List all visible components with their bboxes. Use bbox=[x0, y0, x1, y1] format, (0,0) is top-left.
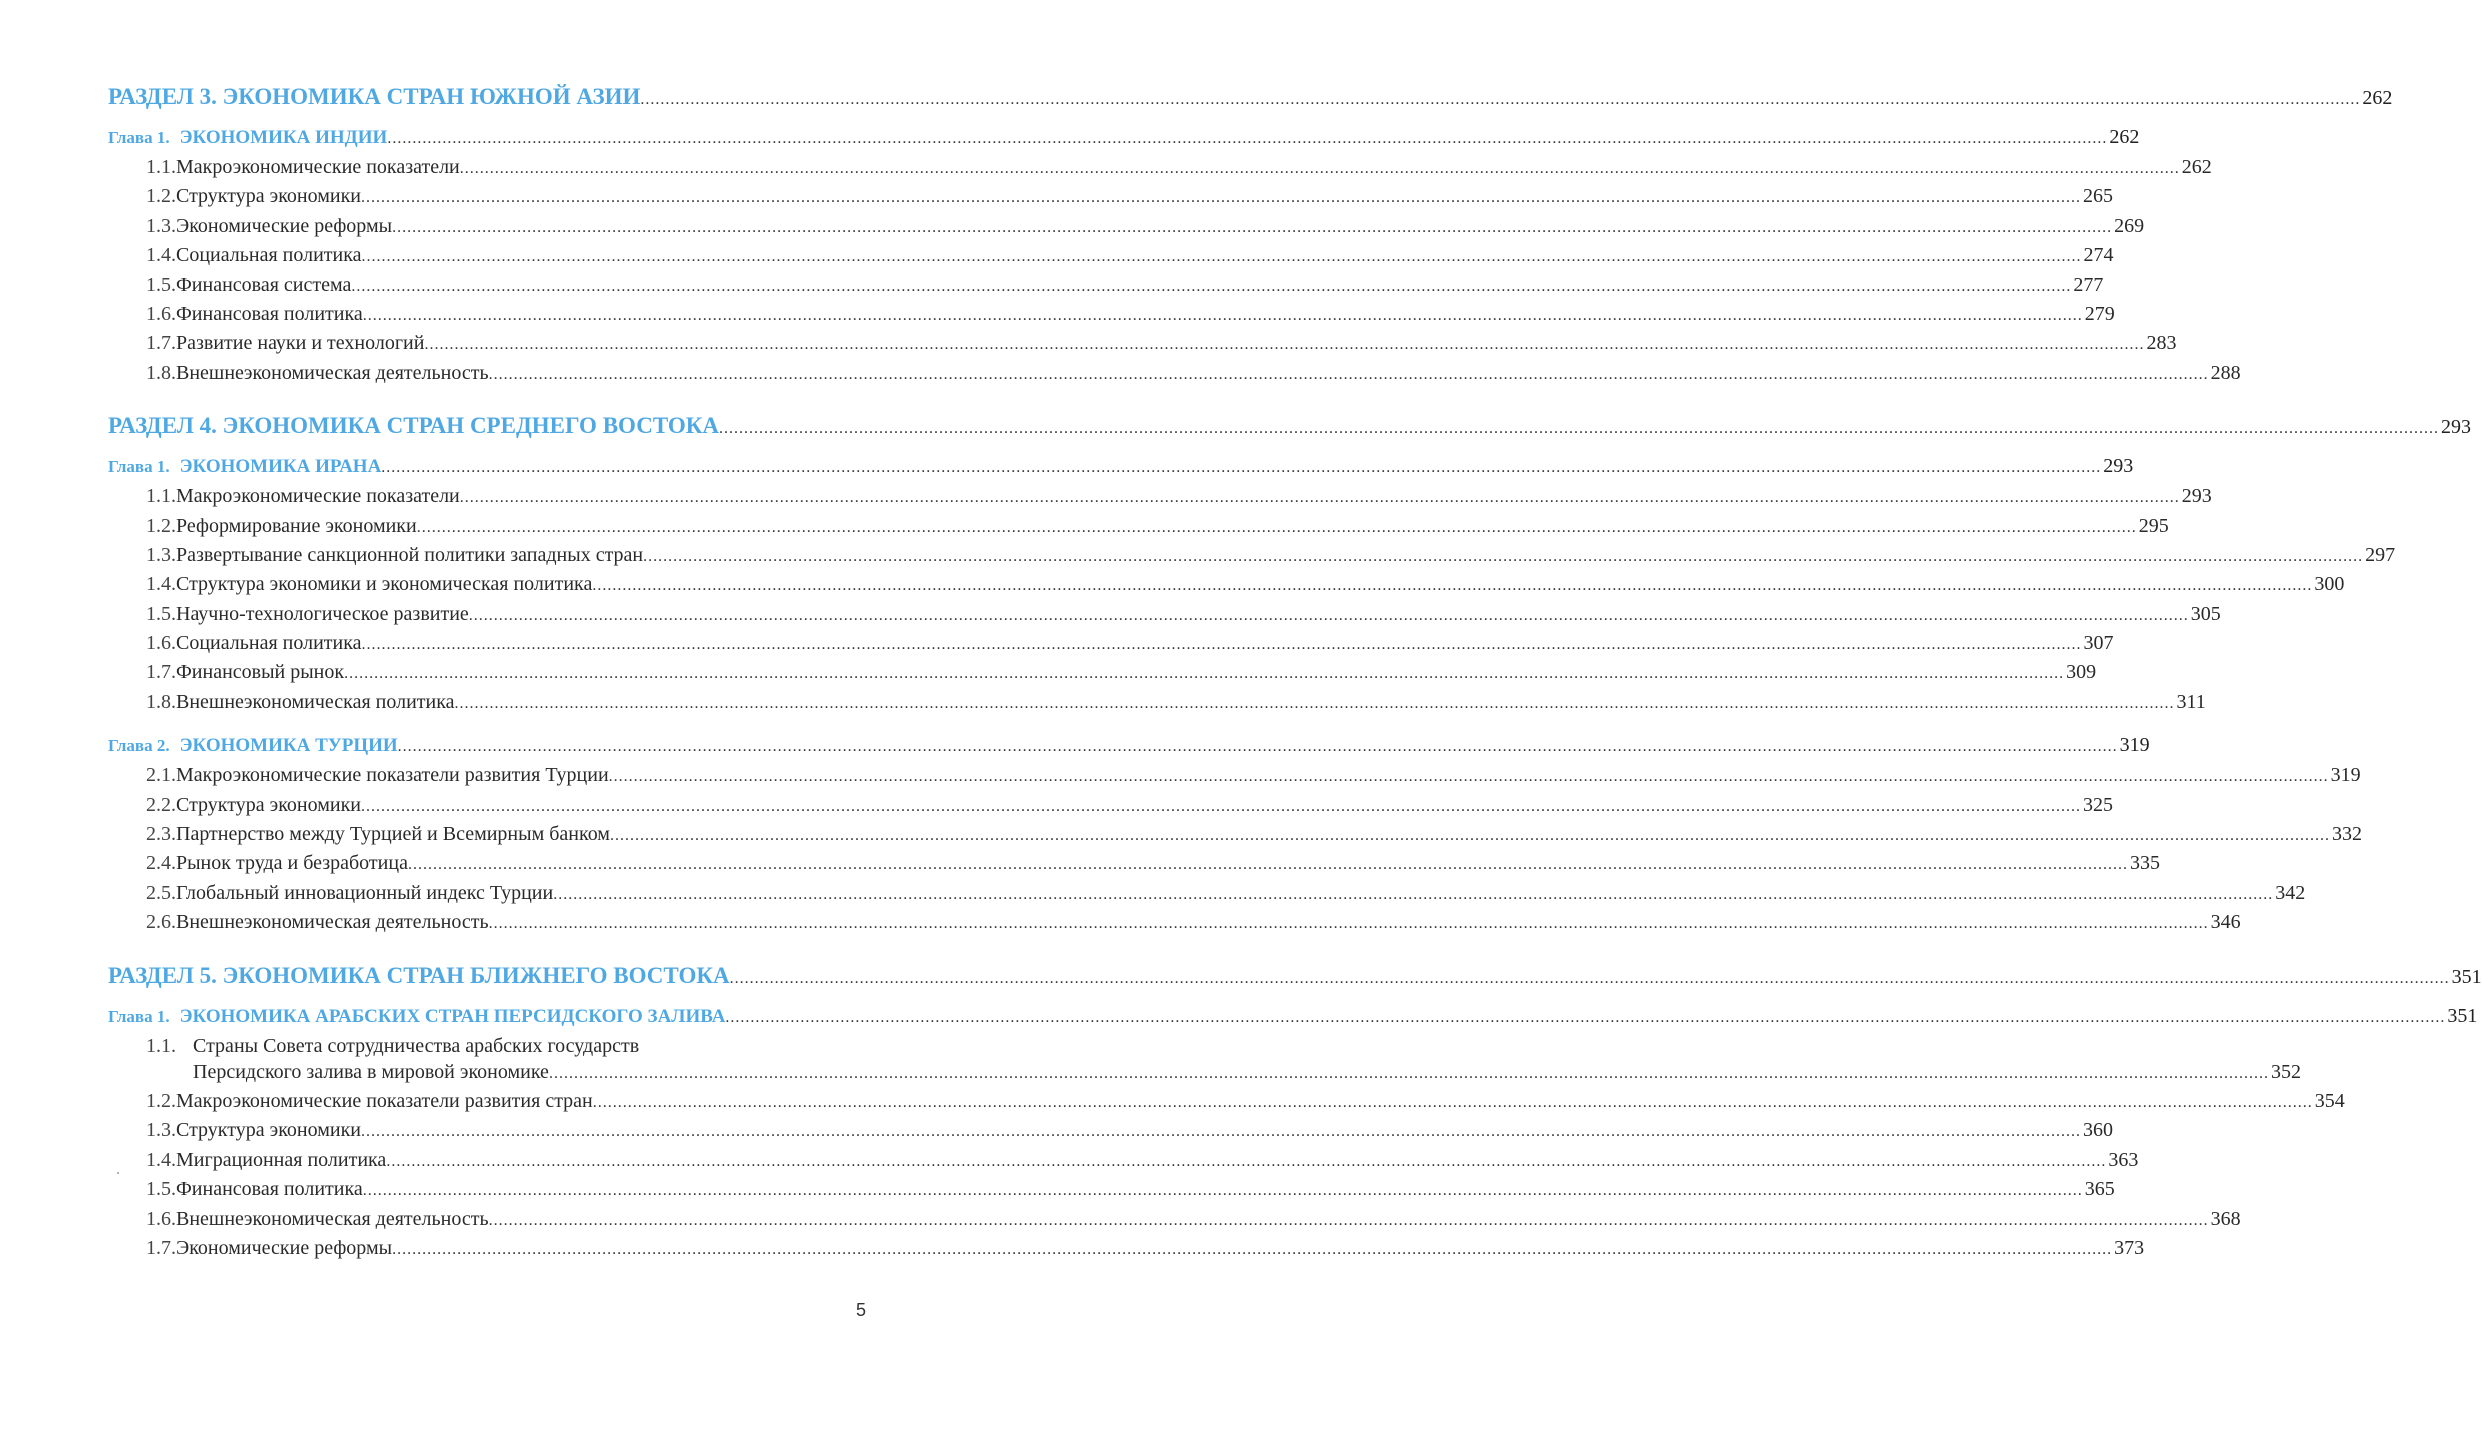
page-ref: 288 bbox=[2210, 361, 2241, 384]
item-number: 1.5. bbox=[146, 273, 176, 296]
item-number: 1.4. bbox=[146, 1148, 176, 1171]
toc-item bbox=[108, 1119, 2113, 1148]
leader-dots bbox=[398, 738, 2118, 756]
toc-chapter bbox=[108, 1004, 2478, 1035]
item-number: 1.2. bbox=[146, 185, 176, 208]
item-title: Структура экономики и экономическая политика bbox=[176, 573, 593, 596]
item-number: 1.7. bbox=[146, 332, 176, 355]
leader-dots bbox=[489, 1212, 2209, 1230]
page-ref: 309 bbox=[2066, 661, 2097, 684]
item-number: 2.5. bbox=[146, 881, 176, 904]
toc-item bbox=[108, 156, 2212, 185]
item-number: 1.8. bbox=[146, 690, 176, 713]
toc-item bbox=[108, 514, 2169, 544]
page-ref: 279 bbox=[2084, 302, 2115, 325]
leader-dots bbox=[460, 489, 2180, 507]
toc-section bbox=[108, 413, 2472, 447]
leader-dots bbox=[640, 91, 2360, 109]
item-title: Финансовая система bbox=[176, 273, 352, 296]
toc-item bbox=[108, 1089, 2345, 1119]
item-number: 1.6. bbox=[146, 632, 176, 655]
item-title: Финансовая политика bbox=[176, 302, 363, 325]
leader-dots bbox=[609, 768, 2329, 786]
chapter-title: ЭКОНОМИКА ИРАНА bbox=[179, 456, 382, 478]
toc-item bbox=[108, 332, 2177, 361]
toc-chapter bbox=[108, 734, 2150, 764]
toc-item bbox=[108, 632, 2114, 661]
leader-dots bbox=[460, 160, 2180, 178]
section-title: РАЗДЕЛ 3. ЭКОНОМИКА СТРАН ЮЖНОЙ АЗИИ bbox=[108, 84, 641, 109]
item-number: 1.4. bbox=[146, 244, 176, 267]
leader-dots bbox=[592, 577, 2312, 595]
leader-dots bbox=[362, 248, 2082, 266]
toc-item bbox=[108, 1148, 2139, 1178]
item-number: 1.5. bbox=[146, 1178, 176, 1201]
page-ref: 346 bbox=[2210, 911, 2241, 934]
toc-item bbox=[108, 273, 2104, 303]
page-ref: 363 bbox=[2108, 1148, 2139, 1171]
toc-item bbox=[108, 185, 2113, 214]
page-ref: 354 bbox=[2314, 1089, 2345, 1112]
item-title: Финансовый рынок bbox=[176, 661, 345, 684]
item-number: 2.6. bbox=[146, 911, 176, 934]
item-number: 2.1. bbox=[146, 764, 176, 787]
item-title: Экономические реформы bbox=[176, 1236, 393, 1259]
leader-dots bbox=[593, 1094, 2313, 1112]
page-ref: 365 bbox=[2084, 1178, 2115, 1201]
page-ref: 262 bbox=[2362, 87, 2393, 109]
item-title: Финансовая политика bbox=[176, 1178, 363, 1201]
leader-dots bbox=[362, 636, 2082, 654]
item-title: Персидского залива в мировой экономике bbox=[193, 1060, 549, 1083]
chapter-title: ЭКОНОМИКА ИНДИИ bbox=[179, 127, 388, 148]
toc-item bbox=[108, 852, 2160, 881]
leader-dots bbox=[730, 970, 2450, 988]
item-title: Партнерство между Турцией и Всемирным банком bbox=[176, 823, 610, 846]
leader-dots bbox=[469, 607, 2189, 625]
toc-item bbox=[108, 793, 2113, 823]
leader-dots bbox=[553, 886, 2273, 904]
page-ref: 262 bbox=[2181, 156, 2212, 178]
item-title: Глобальный инновационный индекс Турции bbox=[176, 881, 554, 904]
leader-dots bbox=[424, 336, 2144, 354]
toc-chapter bbox=[108, 455, 2134, 485]
item-number: 1.7. bbox=[146, 1236, 176, 1259]
page-ref: 283 bbox=[2146, 332, 2177, 355]
item-number: 1.3. bbox=[146, 1119, 176, 1142]
page-ref: 277 bbox=[2073, 273, 2104, 296]
item-title: Структура экономики bbox=[176, 793, 361, 816]
item-title: Макроэкономические показатели bbox=[176, 485, 460, 508]
toc-item bbox=[108, 823, 2362, 852]
item-number: 1.1. bbox=[146, 485, 176, 508]
item-title: Рынок труда и безработица bbox=[176, 852, 408, 875]
item-number: 1.6. bbox=[146, 302, 176, 325]
toc-item bbox=[108, 690, 2206, 720]
item-number: 1.5. bbox=[146, 602, 176, 625]
toc-item bbox=[108, 1207, 2241, 1237]
page-ref: 325 bbox=[2083, 793, 2113, 816]
chapter-label: Глава 1. bbox=[108, 457, 170, 477]
page-ref: 293 bbox=[2441, 416, 2472, 439]
item-number: 2.3. bbox=[146, 823, 176, 846]
leader-dots bbox=[386, 1153, 2106, 1171]
leader-dots bbox=[387, 130, 2107, 148]
leader-dots bbox=[381, 459, 2101, 477]
item-number: 2.4. bbox=[146, 852, 176, 875]
page-ref: 265 bbox=[2083, 185, 2113, 208]
page-ref: 373 bbox=[2114, 1236, 2145, 1259]
section-title: РАЗДЕЛ 5. ЭКОНОМИКА СТРАН БЛИЖНЕГО ВОСТОКА bbox=[108, 962, 730, 988]
page-ref: 351 bbox=[2451, 965, 2482, 988]
page-ref: 352 bbox=[2270, 1060, 2301, 1083]
item-title: Внешнеэкономическая деятельность bbox=[176, 911, 489, 934]
item-number: 1.6. bbox=[146, 1207, 176, 1230]
item-number: 1.3. bbox=[146, 543, 176, 566]
chapter-label: Глава 1. bbox=[108, 1006, 170, 1026]
toc-item bbox=[108, 214, 2145, 244]
toc-item bbox=[108, 1034, 2301, 1090]
page-ref: 307 bbox=[2083, 632, 2114, 655]
item-number: 1.2. bbox=[146, 1089, 176, 1112]
item-title: Макроэкономические показатели bbox=[176, 156, 460, 178]
leader-dots bbox=[361, 798, 2081, 816]
page-ref: 360 bbox=[2083, 1119, 2113, 1142]
toc-item bbox=[108, 302, 2115, 332]
toc-section bbox=[108, 84, 2393, 118]
toc-item bbox=[108, 661, 2097, 690]
leader-dots bbox=[725, 1009, 2445, 1027]
leader-dots bbox=[351, 278, 2071, 296]
page-ref: 297 bbox=[2365, 543, 2396, 566]
toc-item bbox=[108, 244, 2114, 273]
toc-item bbox=[108, 485, 2212, 514]
toc-chapter bbox=[108, 126, 2140, 156]
item-number: 1.3. bbox=[146, 214, 176, 237]
leader-dots bbox=[344, 665, 2064, 683]
leader-dots bbox=[417, 519, 2137, 537]
table-of-contents bbox=[108, 84, 2482, 1266]
section-title: РАЗДЕЛ 4. ЭКОНОМИКА СТРАН СРЕДНЕГО ВОСТОКА bbox=[108, 413, 720, 439]
item-title: Структура экономики bbox=[176, 185, 361, 208]
leader-dots bbox=[643, 548, 2363, 566]
item-title: Внешнеэкономическая деятельность bbox=[176, 361, 489, 384]
item-title: Макроэкономические показатели развития стран bbox=[176, 1089, 593, 1112]
page-ref: 368 bbox=[2210, 1207, 2241, 1230]
item-title: Внешнеэкономическая деятельность bbox=[176, 1207, 489, 1230]
toc-item bbox=[108, 911, 2241, 940]
leader-dots bbox=[610, 827, 2330, 845]
chapter-label: Глава 1. bbox=[108, 128, 170, 147]
chapter-title: ЭКОНОМИКА АРАБСКИХ СТРАН ПЕРСИДСКОГО ЗАЛИВА bbox=[179, 1005, 726, 1027]
item-title: Научно-технологическое развитие bbox=[176, 602, 469, 625]
stray-dot bbox=[117, 1172, 119, 1174]
page-ref: 262 bbox=[2109, 126, 2140, 148]
toc-item bbox=[108, 764, 2361, 793]
leader-dots bbox=[455, 695, 2175, 713]
page-ref: 351 bbox=[2447, 1004, 2478, 1027]
item-number: 1.8. bbox=[146, 361, 176, 384]
toc-item bbox=[108, 881, 2306, 911]
page-ref: 311 bbox=[2176, 690, 2206, 713]
leader-dots bbox=[719, 420, 2439, 438]
item-number: 1.1. bbox=[146, 1034, 176, 1057]
page-ref: 342 bbox=[2275, 881, 2306, 904]
item-title: Развитие науки и технологий bbox=[176, 332, 425, 355]
page-ref: 274 bbox=[2083, 244, 2114, 267]
page-ref: 332 bbox=[2331, 823, 2362, 846]
page-ref: 300 bbox=[2314, 573, 2345, 596]
page-ref: 305 bbox=[2190, 602, 2221, 625]
toc-item bbox=[108, 1178, 2115, 1207]
item-title: Макроэкономические показатели развития Турции bbox=[176, 764, 609, 787]
page-number: 5 bbox=[856, 1300, 867, 1320]
page-ref: 319 bbox=[2119, 734, 2150, 757]
item-number: 1.4. bbox=[146, 573, 176, 596]
item-title: Экономические реформы bbox=[176, 214, 393, 237]
item-title: Реформирование экономики bbox=[176, 514, 417, 537]
leader-dots bbox=[489, 366, 2209, 384]
leader-dots bbox=[363, 307, 2083, 325]
item-title: Развертывание санкционной политики западных стран bbox=[176, 543, 644, 566]
item-title: Миграционная политика bbox=[176, 1148, 387, 1171]
leader-dots bbox=[361, 1123, 2081, 1141]
leader-dots bbox=[549, 1065, 2269, 1083]
item-title: Внешнеэкономическая политика bbox=[176, 690, 455, 713]
item-title: Социальная политика bbox=[176, 244, 362, 267]
item-title: Структура экономики bbox=[176, 1119, 361, 1142]
item-number: 1.7. bbox=[146, 661, 176, 684]
toc-item bbox=[108, 1236, 2145, 1266]
page-ref: 293 bbox=[2181, 485, 2212, 508]
page-ref: 295 bbox=[2138, 514, 2169, 537]
chapter-label: Глава 2. bbox=[108, 736, 170, 756]
toc-item bbox=[108, 543, 2396, 573]
leader-dots bbox=[392, 219, 2112, 237]
leader-dots bbox=[361, 189, 2081, 207]
page-ref: 319 bbox=[2330, 764, 2361, 787]
item-title: Социальная политика bbox=[176, 632, 362, 655]
page-ref: 269 bbox=[2114, 214, 2145, 237]
item-title-line1: Страны Совета сотрудничества арабских государств bbox=[193, 1034, 640, 1057]
page-ref: 335 bbox=[2129, 852, 2160, 875]
toc-item bbox=[108, 602, 2221, 632]
leader-dots bbox=[392, 1241, 2112, 1259]
item-number: 1.2. bbox=[146, 514, 176, 537]
leader-dots bbox=[489, 915, 2209, 933]
toc-item bbox=[108, 361, 2241, 391]
item-number: 2.2. bbox=[146, 793, 176, 816]
item-number: 1.1. bbox=[146, 156, 176, 178]
chapter-title: ЭКОНОМИКА ТУРЦИИ bbox=[179, 735, 398, 757]
page-ref: 293 bbox=[2103, 455, 2134, 478]
leader-dots bbox=[408, 856, 2128, 874]
leader-dots bbox=[363, 1182, 2083, 1200]
toc-item bbox=[108, 573, 2345, 602]
toc-section bbox=[108, 962, 2482, 997]
